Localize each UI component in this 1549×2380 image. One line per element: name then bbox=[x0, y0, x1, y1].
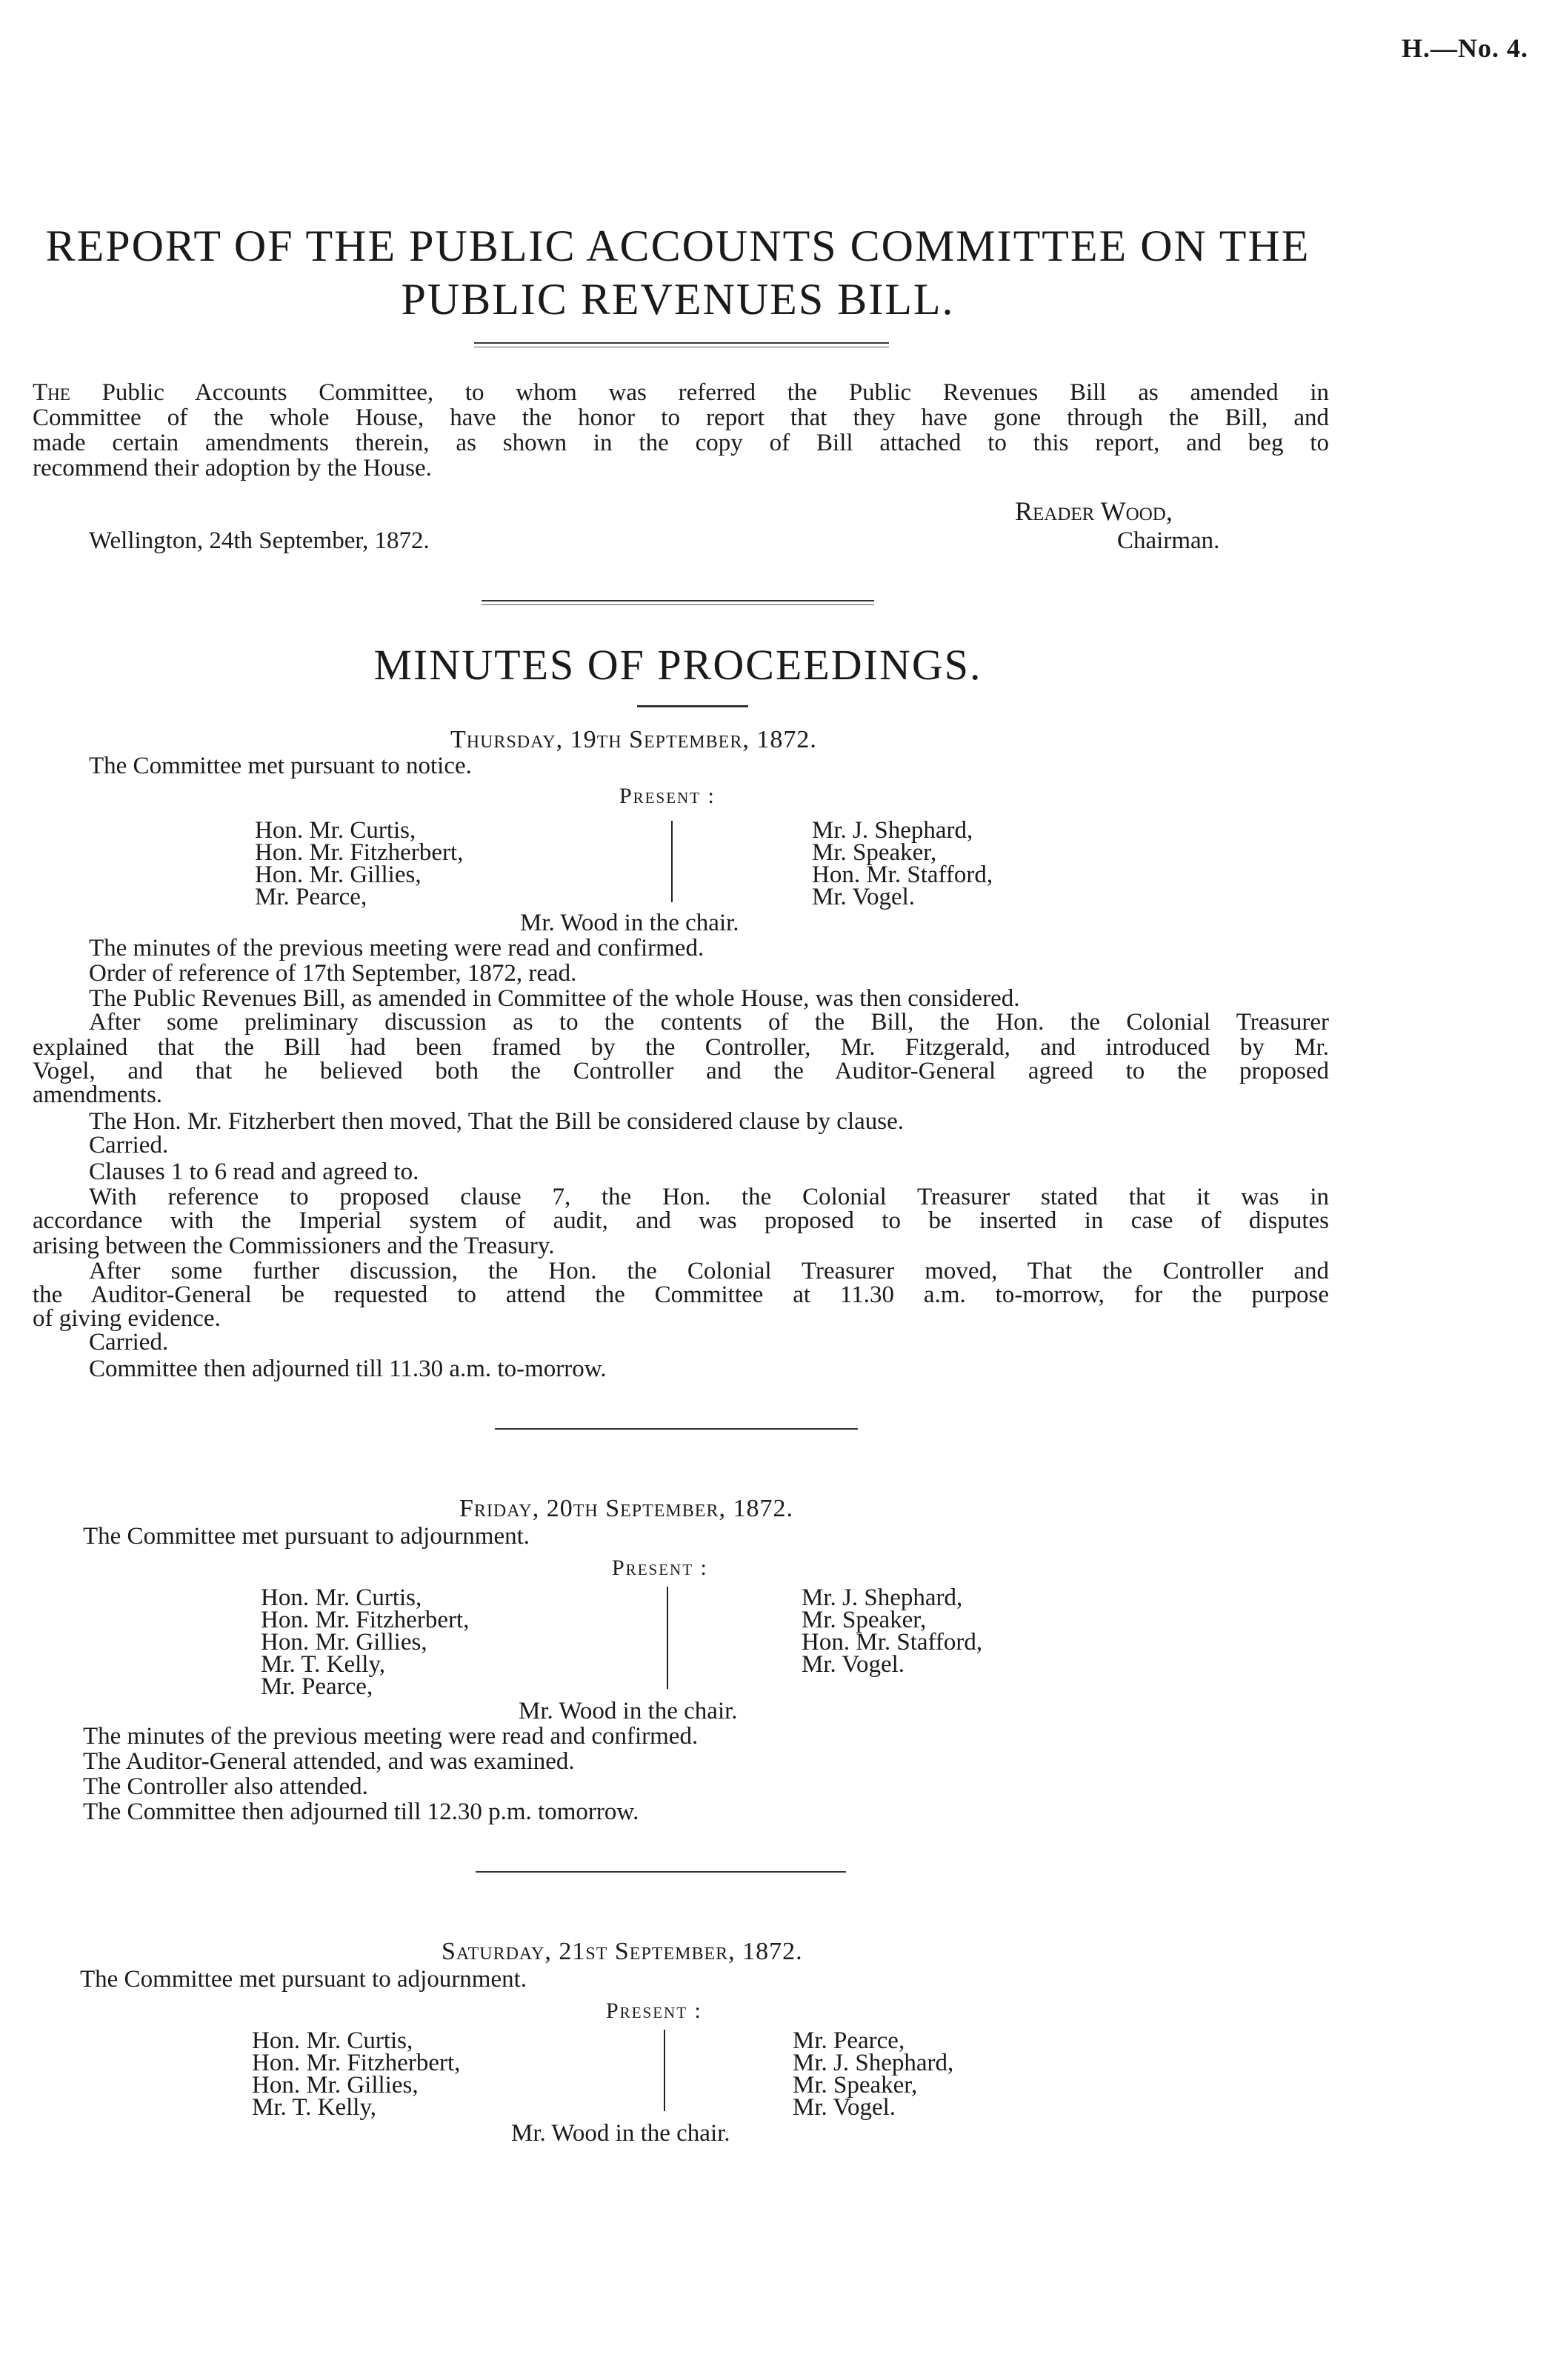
report-line-1: The Public Accounts Committee, to whom was referred the Public Revenues Bill as amended in bbox=[33, 379, 1329, 406]
meeting-1-date: Thursday, 19th September, 1872. bbox=[450, 726, 817, 753]
meeting-1-member-left: Mr. Pearce, bbox=[255, 884, 367, 910]
meeting-1-line: amendments. bbox=[33, 1081, 163, 1108]
report-title bbox=[0, 219, 1356, 326]
meeting-3-member-left: Hon. Mr. Fitzherbert, bbox=[252, 2050, 461, 2076]
meeting-3-member-left: Hon. Mr. Curtis, bbox=[252, 2027, 413, 2054]
report-title-line-2: PUBLIC REVENUES BILL. bbox=[401, 275, 955, 324]
meeting-3-chair: Mr. Wood in the chair. bbox=[511, 2120, 730, 2147]
meeting-1-column-separator bbox=[671, 821, 673, 902]
meeting-1-line: The minutes of the previous meeting were read and confirmed. bbox=[89, 935, 704, 961]
meeting-1-line: After some further discussion, the Hon. the Colonial Treasurer moved, That the Controller and bbox=[89, 1258, 1329, 1284]
meeting-2-line: The Auditor-General attended, and was examined. bbox=[83, 1748, 575, 1775]
meeting-1-line: Carried. bbox=[89, 1329, 169, 1356]
meeting-1-member-right: Mr. Speaker, bbox=[812, 839, 937, 866]
meeting-2-member-left: Mr. T. Kelly, bbox=[261, 1651, 386, 1678]
meeting-1-line: the Auditor-General be requested to attend the Committee at 11.30 a.m. to-morrow, for the purpose bbox=[33, 1281, 1329, 1308]
document-reference: H.—No. 4. bbox=[1402, 33, 1528, 63]
meeting-1-member-left: Hon. Mr. Curtis, bbox=[255, 817, 416, 844]
report-place-date: Wellington, 24th September, 1872. bbox=[89, 527, 430, 554]
meeting-2-chair: Mr. Wood in the chair. bbox=[519, 1698, 738, 1724]
report-signatory-title: Chairman. bbox=[1117, 527, 1220, 554]
meeting-2-member-right: Mr. Speaker, bbox=[802, 1607, 927, 1633]
meeting-1-line: explained that the Bill had been framed by the Controller, Mr. Fitzgerald, and introduced by Mr. bbox=[33, 1034, 1329, 1061]
meeting-1-line: Committee then adjourned till 11.30 a.m. to-morrow. bbox=[89, 1356, 607, 1382]
meeting-1-member-right: Hon. Mr. Stafford, bbox=[812, 861, 993, 888]
meeting-2-line: The Controller also attended. bbox=[83, 1773, 368, 1800]
meeting-1-present-label: Present : bbox=[619, 784, 716, 808]
meeting-3-member-right: Mr. J. Shephard, bbox=[793, 2050, 954, 2076]
meeting-3-member-right: Mr. Pearce, bbox=[793, 2027, 905, 2054]
meeting-2-line: The minutes of the previous meeting were read and confirmed. bbox=[83, 1723, 699, 1750]
meeting-1-line: The Public Revenues Bill, as amended in Committee of the whole House, was then considered. bbox=[89, 985, 1020, 1012]
meeting-3-member-left: Mr. T. Kelly, bbox=[252, 2094, 377, 2121]
meeting-2-date: Friday, 20th September, 1872. bbox=[459, 1495, 793, 1522]
meeting-1-chair: Mr. Wood in the chair. bbox=[520, 910, 739, 936]
meeting-1-member-right: Mr. J. Shephard, bbox=[812, 817, 973, 844]
meeting-1-member-left: Hon. Mr. Fitzherbert, bbox=[255, 839, 464, 866]
report-line-3: made certain amendments therein, as shown in the copy of Bill attached to this report, and beg to bbox=[33, 430, 1329, 456]
meeting-2-member-left: Mr. Pearce, bbox=[261, 1673, 373, 1700]
meeting-1-line: accordance with the Imperial system of audit, and was proposed to be inserted in case of disputes bbox=[33, 1207, 1329, 1234]
meeting-3-present-label: Present : bbox=[606, 1999, 702, 2023]
meeting-3-date: Saturday, 21st September, 1872. bbox=[442, 1938, 803, 1965]
meeting-1-line: The Hon. Mr. Fitzherbert then moved, That the Bill be considered clause by clause. bbox=[89, 1108, 905, 1135]
meeting-1-line: Clauses 1 to 6 read and agreed to. bbox=[89, 1159, 419, 1185]
meeting-2-member-left: Hon. Mr. Gillies, bbox=[261, 1629, 427, 1656]
section-divider bbox=[482, 600, 874, 605]
meeting-2-present-label: Present : bbox=[612, 1556, 708, 1580]
meeting-2-column-separator bbox=[667, 1587, 668, 1689]
meeting-3-member-right: Mr. Vogel. bbox=[793, 2094, 896, 2121]
meeting-1-line: of giving evidence. bbox=[33, 1305, 221, 1332]
minutes-heading-underline bbox=[637, 705, 748, 707]
meeting-3-member-left: Hon. Mr. Gillies, bbox=[252, 2072, 419, 2099]
meeting-1-line: arising between the Commissioners and the Treasury. bbox=[33, 1233, 555, 1259]
meeting-1-line: Vogel, and that he believed both the Controller and the Auditor-General agreed to the proposed bbox=[33, 1058, 1329, 1084]
meeting-1-line: Order of reference of 17th September, 1872, read. bbox=[89, 960, 577, 987]
meeting-1-member-right: Mr. Vogel. bbox=[812, 884, 916, 910]
meeting-1-line: After some preliminary discussion as to the contents of the Bill, the Hon. the Colonial Treasurer bbox=[89, 1009, 1329, 1036]
meeting-2-line: The Committee then adjourned till 12.30 p.m. tomorrow. bbox=[83, 1799, 639, 1825]
meeting-3-opening: The Committee met pursuant to adjournment. bbox=[80, 1966, 527, 1993]
meeting-2-member-right: Mr. J. Shephard, bbox=[802, 1584, 963, 1611]
meeting-2-member-left: Hon. Mr. Curtis, bbox=[261, 1584, 422, 1611]
meeting-divider bbox=[495, 1428, 858, 1430]
meeting-3-column-separator bbox=[664, 2030, 665, 2111]
meeting-2-member-left: Hon. Mr. Fitzherbert, bbox=[261, 1607, 470, 1633]
title-divider bbox=[474, 342, 889, 347]
report-line-2: Committee of the whole House, have the honor to report that they have gone through the Bill, and bbox=[33, 404, 1329, 431]
report-lead-word: The bbox=[33, 379, 70, 406]
meeting-divider bbox=[476, 1871, 846, 1873]
meeting-1-line: With reference to proposed clause 7, the Hon. the Colonial Treasurer stated that it was in bbox=[89, 1184, 1329, 1210]
meeting-1-opening: The Committee met pursuant to notice. bbox=[89, 753, 472, 779]
meeting-2-member-right: Hon. Mr. Stafford, bbox=[802, 1629, 983, 1656]
minutes-heading: MINUTES OF PROCEEDINGS. bbox=[373, 641, 982, 689]
meeting-2-member-right: Mr. Vogel. bbox=[802, 1651, 905, 1678]
meeting-2-opening: The Committee met pursuant to adjournment. bbox=[83, 1523, 530, 1550]
meeting-3-member-right: Mr. Speaker, bbox=[793, 2072, 918, 2099]
report-title-line-1: REPORT OF THE PUBLIC ACCOUNTS COMMITTEE ON THE bbox=[45, 221, 1310, 270]
report-signatory: Reader Wood, bbox=[1015, 496, 1173, 526]
report-line-4: recommend their adoption by the House. bbox=[33, 455, 432, 481]
meeting-1-line: Carried. bbox=[89, 1132, 169, 1159]
meeting-1-member-left: Hon. Mr. Gillies, bbox=[255, 861, 422, 888]
